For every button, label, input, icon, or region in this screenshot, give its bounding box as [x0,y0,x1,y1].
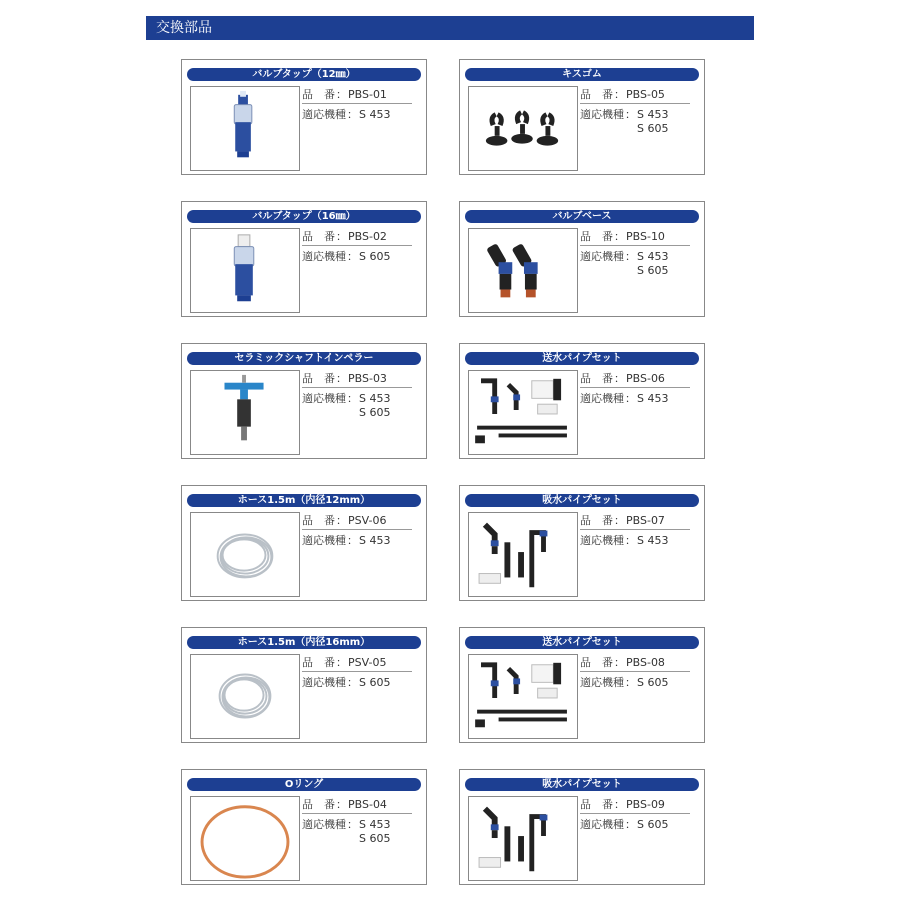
part-no-label: 品 番 [580,372,613,385]
o-ring-photo [190,796,300,881]
part-number: PBS-03 [348,372,387,385]
part-no-label: 品 番 [302,88,335,101]
compatible-label: 適応機種 [302,250,346,263]
compatible-label: 適応機種 [302,676,346,689]
compatible-model: S 453 [637,108,669,121]
suction-cup-photo [468,86,578,171]
part-no-label: 品 番 [302,798,335,811]
compatible-model: S 605 [359,406,391,419]
intake-pipe-set-photo [468,796,578,881]
card-title: バルブタップ（12㎜） [187,68,421,81]
compatible-model: S 605 [359,250,391,263]
compatible-label: 適応機種 [302,534,346,547]
outlet-pipe-set-photo [468,370,578,455]
section-header [146,16,754,40]
part-number: PBS-05 [626,88,665,101]
section-title: 交換部品 [156,20,212,36]
part-number: PBS-02 [348,230,387,243]
compatible-label: 適応機種 [580,392,624,405]
part-card: バルブタップ（16㎜） 品 番：PBS-02 適応機種： S 605 [181,201,427,317]
part-no-label: 品 番 [580,798,613,811]
card-title: Oリング [187,778,421,791]
card-title: 吸水パイプセット [465,778,699,791]
part-card: バルブベース 品 番：PBS-10 適応機種： S 453 S 605 [459,201,705,317]
hose-16mm-photo [190,654,300,739]
compatible-model: S 605 [359,676,391,689]
part-number: PSV-05 [348,656,387,669]
intake-pipe-set-photo [468,512,578,597]
card-title: バルブベース [465,210,699,223]
part-no-label: 品 番 [580,514,613,527]
part-card: キスゴム 品 番：PBS-05 適応機種： S 453 S 605 [459,59,705,175]
compatible-model: S 453 [359,818,391,831]
compatible-label: 適応機種 [302,108,346,121]
impeller-photo [190,370,300,455]
compatible-model: S 605 [637,264,669,277]
part-card: 吸水パイプセット 品 番：PBS-09 適応機種： S 605 [459,769,705,885]
part-no-label: 品 番 [580,656,613,669]
compatible-label: 適応機種 [580,676,624,689]
compatible-label: 適応機種 [580,250,624,263]
compatible-model: S 453 [637,392,669,405]
part-number: PSV-06 [348,514,387,527]
card-title: バルブタップ（16㎜） [187,210,421,223]
compatible-model: S 605 [637,676,669,689]
compatible-label: 適応機種 [580,818,624,831]
card-title: 吸水パイプセット [465,494,699,507]
card-title: キスゴム [465,68,699,81]
compatible-model: S 453 [359,108,391,121]
part-no-label: 品 番 [302,230,335,243]
hose-12mm-photo [190,512,300,597]
compatible-model: S 605 [637,818,669,831]
part-card: 送水パイプセット 品 番：PBS-08 適応機種： S 605 [459,627,705,743]
compatible-model: S 453 [359,534,391,547]
part-card: バルブタップ（12㎜） 品 番：PBS-01 適応機種： S 453 [181,59,427,175]
part-number: PBS-10 [626,230,665,243]
card-title: 送水パイプセット [465,352,699,365]
part-card: セラミックシャフトインペラー 品 番：PBS-03 適応機種： S 453 S 605 [181,343,427,459]
compatible-model: S 453 [637,250,669,263]
compatible-label: 適応機種 [580,108,624,121]
valve-base-photo [468,228,578,313]
compatible-model: S 453 [359,392,391,405]
part-number: PBS-09 [626,798,665,811]
compatible-model: S 605 [359,832,391,845]
part-number: PBS-06 [626,372,665,385]
compatible-model: S 605 [637,122,669,135]
compatible-label: 適応機種 [302,818,346,831]
valve-tap-12-photo [190,86,300,171]
valve-tap-16-photo [190,228,300,313]
outlet-pipe-set-photo [468,654,578,739]
part-card: 送水パイプセット 品 番：PBS-06 適応機種： S 453 [459,343,705,459]
card-title: セラミックシャフトインペラー [187,352,421,365]
part-card: Oリング 品 番：PBS-04 適応機種： S 453 S 605 [181,769,427,885]
part-no-label: 品 番 [580,88,613,101]
part-no-label: 品 番 [302,514,335,527]
part-card: 吸水パイプセット 品 番：PBS-07 適応機種： S 453 [459,485,705,601]
card-title: 送水パイプセット [465,636,699,649]
compatible-model: S 453 [637,534,669,547]
part-no-label: 品 番 [302,372,335,385]
card-title: ホース1.5m（内径12mm） [187,494,421,507]
part-no-label: 品 番 [580,230,613,243]
card-title: ホース1.5m（内径16mm） [187,636,421,649]
part-number: PBS-04 [348,798,387,811]
part-number: PBS-07 [626,514,665,527]
part-card: ホース1.5m（内径12mm） 品 番：PSV-06 適応機種： S 453 [181,485,427,601]
part-number: PBS-01 [348,88,387,101]
part-no-label: 品 番 [302,656,335,669]
compatible-label: 適応機種 [302,392,346,405]
compatible-label: 適応機種 [580,534,624,547]
part-number: PBS-08 [626,656,665,669]
part-card: ホース1.5m（内径16mm） 品 番：PSV-05 適応機種： S 605 [181,627,427,743]
